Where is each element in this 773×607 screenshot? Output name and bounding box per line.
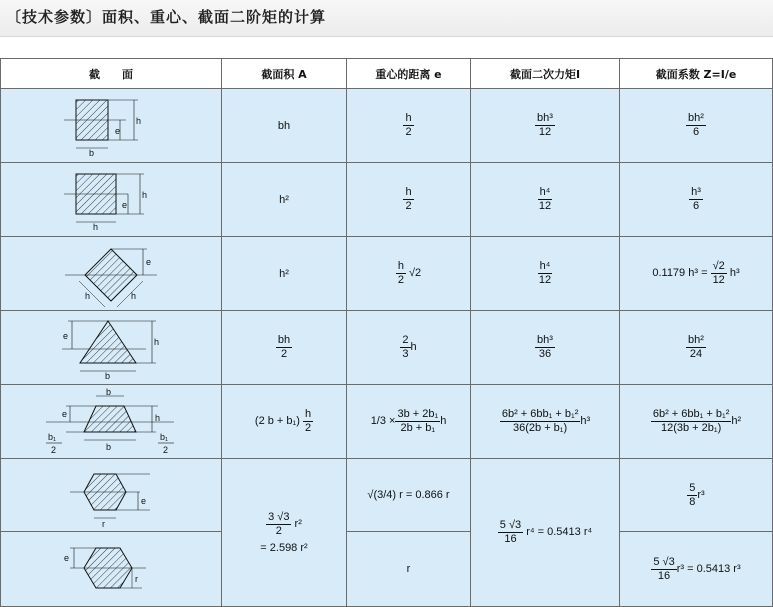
area-value-hexagon-line2: = 2.598 r² (260, 541, 308, 554)
dim-label: h (93, 221, 99, 232)
centroid-value: $\frac{2}{3}$ h (347, 311, 471, 385)
table-row (1, 237, 773, 311)
section-figure (1, 311, 222, 385)
dim-label: e (141, 496, 147, 506)
header-centroid: 重心的距离 e (347, 59, 471, 89)
dim-label: e (62, 408, 68, 419)
area-value: h² (222, 163, 347, 237)
dim-label: h (154, 336, 160, 347)
dim-label: e (64, 553, 70, 563)
header-modulus: 截面系数 Z=I/e (620, 59, 773, 89)
dim-label: b (106, 441, 112, 452)
dim-label: b (105, 370, 111, 381)
section-figure (1, 459, 222, 532)
table-row (1, 532, 773, 607)
section-figure (1, 385, 222, 459)
dim-label: h (142, 189, 148, 200)
dim-label: b₁ (160, 431, 169, 442)
dim-label: e (122, 199, 128, 210)
modulus-value: $\frac{\text{h³}}{6}$ (620, 163, 773, 237)
dim-label: h (85, 290, 91, 301)
area-value-hexagon: $\frac{3 √3}{2}$ r² = 2.598 r² (222, 459, 347, 607)
dim-label: 2 (163, 444, 169, 455)
area-value: h² (222, 237, 347, 311)
centroid-value: 1/3 × $\frac{\text{3b + 2b₁}}{\text{2b + b₁}}$ h (347, 385, 471, 459)
header-section: 截 面 (1, 59, 222, 89)
dim-label: e (146, 256, 152, 267)
rectangle-section-figure (56, 94, 166, 158)
square-section-figure (56, 168, 166, 232)
moment-value: $\frac{\text{h⁴}}{12}$ (471, 163, 620, 237)
area-value: $\frac{bh}{2}$ (222, 311, 347, 385)
modulus-value: $\frac{\text{bh²}}{24}$ (620, 311, 773, 385)
moment-value: $\frac{\text{bh³}}{12}$ (471, 89, 620, 163)
table-row (1, 89, 773, 163)
moment-value: $\frac{\text{bh³}}{36}$ (471, 311, 620, 385)
dim-label: h (131, 290, 137, 301)
dim-label: h (136, 115, 142, 126)
centroid-value: $\frac{h}{2}$ √2 (347, 237, 471, 311)
table-row (1, 163, 773, 237)
dim-label: b₁ (48, 431, 57, 442)
modulus-value: $\frac{5}{8}$ r³ (620, 459, 773, 532)
dim-label: 2 (51, 444, 57, 455)
header-area: 截面积 A (222, 59, 347, 89)
area-value: bh (222, 89, 347, 163)
section-figure (1, 532, 222, 607)
header-row (1, 59, 773, 89)
area-value: (2 b + b₁) $\frac{h}{2}$ (222, 385, 347, 459)
dim-label: r (135, 574, 138, 584)
modulus-value: $\frac{\text{bh²}}{6}$ (620, 89, 773, 163)
centroid-value: r (347, 532, 471, 607)
dim-label: e (63, 330, 69, 341)
formula-table (0, 58, 773, 607)
table-row (1, 459, 773, 532)
section-figure (1, 237, 222, 311)
table-row (1, 385, 773, 459)
centroid-value: √(3/4) r = 0.866 r (347, 459, 471, 532)
triangle-section-figure (56, 315, 166, 381)
table-row (1, 311, 773, 385)
page-title: 〔技术参数〕面积、重心、截面二阶矩的计算 (6, 8, 327, 26)
trapezoid-section-figure (36, 388, 186, 456)
modulus-value: 0.1179 h³ = $\frac{√2}{12}$ h³ (620, 237, 773, 311)
moment-value-hexagon: $\frac{5 √3}{16}$ r⁴ = 0.5413 r⁴ (471, 459, 620, 607)
section-figure (1, 163, 222, 237)
section-figure (1, 89, 222, 163)
dim-label: b (89, 147, 95, 158)
moment-value: $\frac{\text{6b² + 6bb₁ + b₁²}}{\text{36(2b + b₁)}}$ h³ (471, 385, 620, 459)
centroid-value: $\frac{h}{2}$ (347, 89, 471, 163)
centroid-value: $\frac{h}{2}$ (347, 163, 471, 237)
title-bar (0, 0, 773, 37)
header-moment: 截面二次力矩I (471, 59, 620, 89)
rotated-square-section-figure (51, 241, 171, 307)
modulus-value: $\frac{\text{6b² + 6bb₁ + b₁²}}{\text{12(3b + 2b₁)}}$ h² (620, 385, 773, 459)
moment-value: $\frac{\text{h⁴}}{12}$ (471, 237, 620, 311)
dim-label: b (106, 387, 112, 397)
hexagon-section-figure (56, 462, 166, 528)
dim-label: h (155, 412, 161, 423)
dim-label: r (102, 519, 105, 528)
modulus-value: $\frac{5 √3}{16}$ r³ = 0.5413 r³ (620, 532, 773, 607)
dim-label: e (115, 125, 121, 136)
hexagon-flat-section-figure (56, 536, 166, 602)
